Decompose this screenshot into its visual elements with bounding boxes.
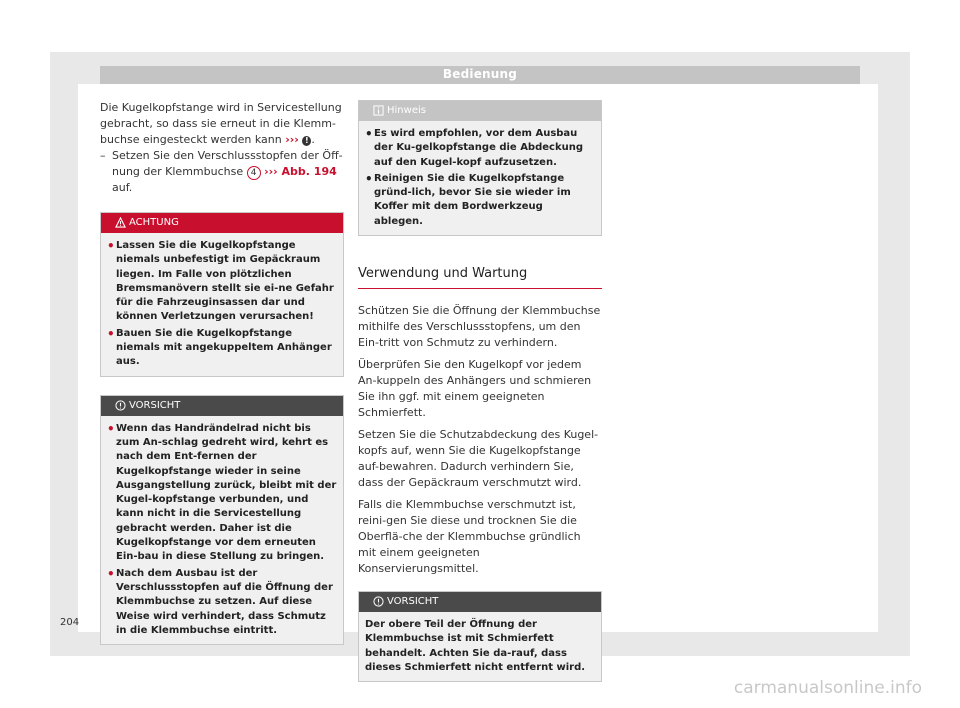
achtung-header <box>101 213 343 233</box>
vorsicht-item: • Wenn das Handrändelrad nicht bis zum An-schlag gedreht wird, kehrt es nach dem Ent-fernen der Kugelkopfstange wieder in seine Ausgangstellung zurück, bleibt mit der Kugel-kopfstange verbunden, und kann nicht in die Servicestellung gebracht werden. Daher ist die Kugelkopfstange vor dem erneuten Ein-bau in diese Stellung zu bringen. <box>107 421 337 563</box>
step-text-end: auf. <box>112 181 133 194</box>
achtung-title: ACHTUNG <box>129 217 179 228</box>
hinweis-box <box>358 100 602 236</box>
bullet-icon: • <box>107 566 115 581</box>
intro-text: Die Kugelkopfstange wird in Servicestellung gebracht, so dass sie erneut in die Klemm-buchse eingesteckt werden kann <box>100 101 342 146</box>
left-column <box>100 100 344 645</box>
paragraph: Schützen Sie die Öffnung der Klemmbuchse mithilfe des Verschlussstopfens, um den Ein-tritt von Schmutz zu verhindern. <box>358 304 601 350</box>
section-title: Verwendung und Wartung <box>358 266 602 289</box>
achtung-body <box>101 233 343 376</box>
paragraph: Überprüfen Sie den Kugelkopf vor jedem An-kuppeln des Anhängers und schmieren Sie ihn ggf. mit einem geeigneten Schmierfett. <box>358 358 592 420</box>
bullet-icon: • <box>107 421 115 436</box>
caution-circle-icon <box>115 400 126 411</box>
section-paragraphs <box>358 303 602 577</box>
hinweis-item: • Es wird empfohlen, vor dem Ausbau der Ku-gelkopfstange die Abdeckung auf den Kugel-kopf aufzusetzen. <box>365 127 584 168</box>
hinweis-item: • Reinigen Sie die Kugelkopfstange gründ-lich, bevor Sie sie wieder im Koffer mit dem Bordwerkzeug ablegen. <box>365 171 571 227</box>
middle-column <box>358 100 602 682</box>
bullet-icon: • <box>365 171 373 186</box>
bullet-icon: • <box>107 239 115 253</box>
vorsicht-box <box>100 395 344 645</box>
vorsicht-body-2: Der obere Teil der Öffnung der Klemmbuchse ist mit Schmierfett behandelt. Achten Sie da-rauf, dass dieses Schmierfett nicht entfernt wird. <box>365 619 586 673</box>
info-icon <box>373 105 384 116</box>
figure-link[interactable]: ››› Abb. 194 <box>264 165 337 178</box>
step-dash: – <box>100 149 106 162</box>
intro-paragraph <box>100 100 344 148</box>
vorsicht-header <box>101 396 343 416</box>
section-header <box>100 66 860 84</box>
vorsicht-item: • Nach dem Ausbau ist der Verschlussstopfen auf die Öffnung der Klemmbuchse zu setzen. Auf diese Weise wird verhindert, dass Schmutz in die Klemmbuchse eintritt. <box>107 566 333 636</box>
watermark: carmanualsonline.info <box>733 678 922 698</box>
paragraph: Falls die Klemmbuchse verschmutzt ist, reini-gen Sie diese und trocknen Sie die Oberflä-che der Klemmbuchse gründlich mit einem geeigneten Konservierungsmittel. <box>358 498 581 576</box>
intro-arrow-link[interactable]: ››› <box>285 133 299 146</box>
vorsicht-title: VORSICHT <box>129 399 181 411</box>
intro-end: . <box>311 133 315 146</box>
hinweis-body <box>359 121 601 235</box>
step-item <box>100 148 344 196</box>
hinweis-header <box>359 101 601 121</box>
bullet-icon: • <box>365 127 373 141</box>
bullet-icon: • <box>107 326 115 341</box>
paragraph: Setzen Sie die Schutzabdeckung des Kugel-kopfs auf, wenn Sie die Kugelkopfstange auf-bewahren. Dadurch verhindern Sie, dass der Gepäckraum verschmutzt wird. <box>358 428 599 490</box>
section-header-title: Bedienung <box>442 67 518 81</box>
step-text-start: Setzen Sie den Verschlussstopfen der Öff-nung der Klemmbuchse <box>112 149 343 178</box>
warning-ref-icon: ! <box>302 136 311 146</box>
vorsicht-body <box>101 416 343 644</box>
achtung-item: • Bauen Sie die Kugelkopfstange niemals mit angekuppeltem Anhänger aus. <box>107 326 332 368</box>
achtung-box <box>100 212 344 377</box>
vorsicht-title-2: VORSICHT <box>387 596 439 608</box>
vorsicht-box-2 <box>358 591 602 682</box>
vorsicht-header-2 <box>359 592 601 612</box>
figure-ref-number: 4 <box>247 166 261 180</box>
caution-circle-icon <box>373 596 384 607</box>
warning-triangle-icon <box>115 217 126 228</box>
page-number: 204 <box>60 617 80 628</box>
achtung-item: • Lassen Sie die Kugelkopfstange niemals unbefestigt im Gepäckraum liegen. Im Falle von plötzlichen Bremsmanövern stellt sie ei-ne Gefahr für die Fahrzeuginsassen dar und können Verletzungen verursachen! <box>107 239 334 323</box>
hinweis-title: Hinweis <box>387 105 426 116</box>
